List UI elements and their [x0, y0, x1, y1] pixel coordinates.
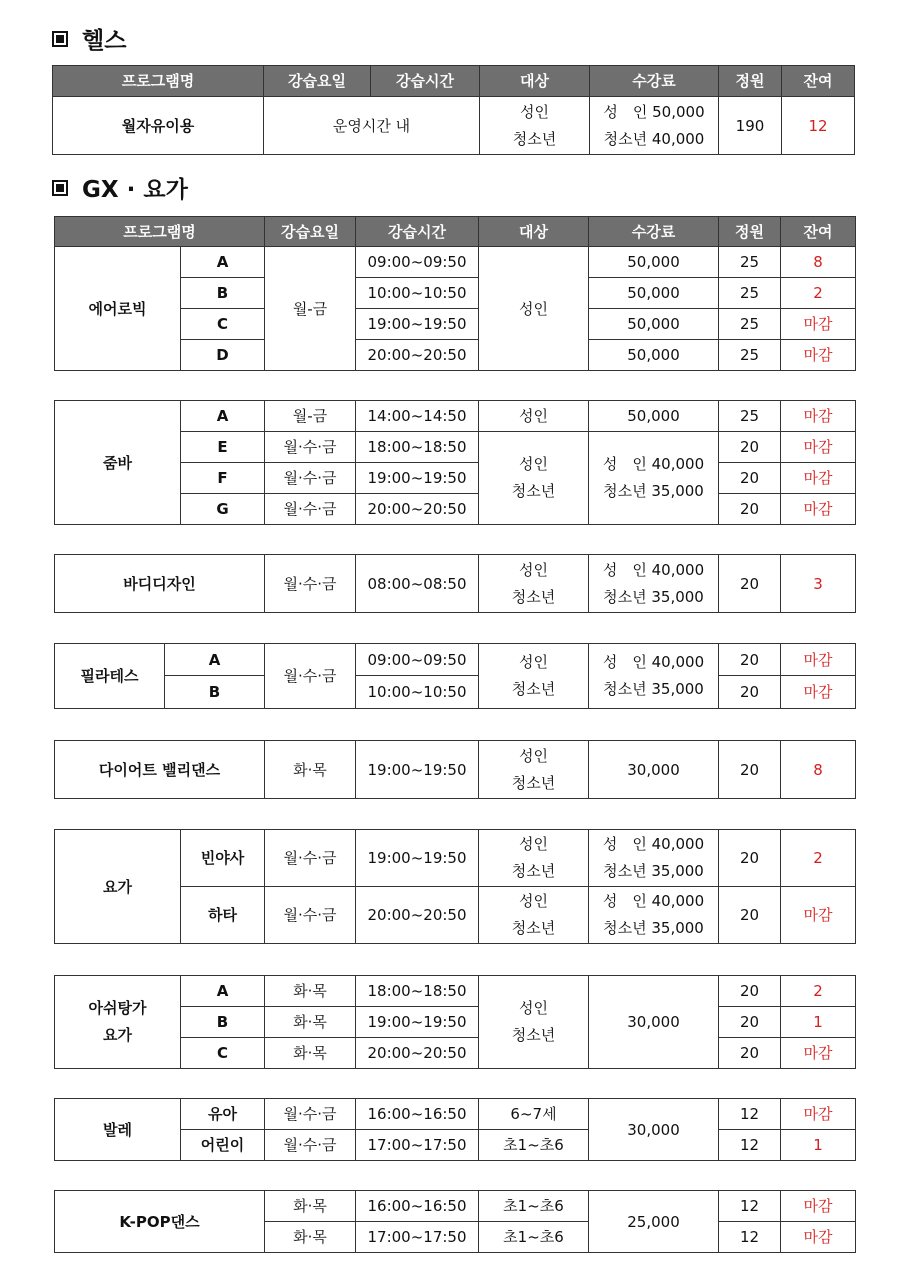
remaining: 마감	[781, 309, 856, 340]
class-time: 18:00~18:50	[356, 432, 479, 463]
class-time: 19:00~19:50	[356, 1007, 479, 1038]
header-capacity: 정원	[719, 217, 781, 247]
section-title-gx	[52, 171, 188, 204]
fee-cell	[589, 644, 719, 709]
fee-line: 성 인 40,000	[602, 835, 705, 853]
class-code: C	[181, 1038, 265, 1069]
capacity: 20	[719, 741, 781, 799]
target-line: 청소년	[511, 862, 556, 880]
capacity: 12	[719, 1130, 781, 1161]
class-time: 19:00~19:50	[356, 741, 479, 799]
fee-cell: 50,000	[589, 278, 719, 309]
class-code: B	[165, 676, 265, 709]
remaining: 마감	[781, 1099, 856, 1130]
class-day: 화·목	[265, 1007, 356, 1038]
class-time: 10:00~10:50	[356, 278, 479, 309]
class-day: 월·수·금	[265, 887, 356, 944]
class-day: 월·수·금	[265, 494, 356, 525]
class-day: 월-금	[265, 247, 356, 371]
capacity: 12	[719, 1222, 781, 1253]
class-day: 월·수·금	[265, 555, 356, 613]
pilates-table	[54, 643, 856, 709]
program-name-line: 아쉬탕가	[88, 999, 147, 1017]
class-code: D	[181, 340, 265, 371]
capacity: 12	[719, 1099, 781, 1130]
target-line: 성인	[519, 560, 548, 579]
class-code: C	[181, 309, 265, 340]
class-time: 20:00~20:50	[356, 494, 479, 525]
target-cell: 성인	[479, 247, 589, 371]
capacity: 20	[719, 432, 781, 463]
header-day: 강습요일	[264, 66, 371, 97]
class-code: G	[181, 494, 265, 525]
table-row	[55, 401, 856, 432]
table-row	[55, 644, 856, 676]
remaining: 마감	[781, 463, 856, 494]
target-line: 청소년	[511, 680, 556, 698]
class-time: 운영시간 내	[264, 97, 480, 155]
class-code: A	[181, 976, 265, 1007]
table-row	[55, 247, 856, 278]
fee-cell	[590, 97, 719, 155]
ashtanga-table	[54, 975, 856, 1069]
capacity: 25	[719, 340, 781, 371]
program-name: 필라테스	[55, 644, 165, 709]
capacity: 20	[719, 494, 781, 525]
capacity: 20	[719, 830, 781, 887]
section-title-text: 헬스	[82, 28, 127, 54]
capacity: 20	[719, 463, 781, 494]
class-day: 월·수·금	[265, 1130, 356, 1161]
header-target: 대상	[480, 66, 590, 97]
class-code: E	[181, 432, 265, 463]
remaining: 마감	[781, 676, 856, 709]
class-time: 10:00~10:50	[356, 676, 479, 709]
remaining: 마감	[781, 1038, 856, 1069]
header-day: 강습요일	[265, 217, 356, 247]
class-day: 화·목	[265, 1191, 356, 1222]
program-name: K-POP댄스	[55, 1191, 265, 1253]
class-time: 20:00~20:50	[356, 1038, 479, 1069]
class-day: 월·수·금	[265, 830, 356, 887]
capacity: 25	[719, 247, 781, 278]
table-header-row	[53, 66, 855, 97]
class-code: 빈야사	[181, 830, 265, 887]
aerobic-table	[54, 216, 856, 371]
fee-line: 청소년 35,000	[603, 680, 704, 698]
fee-cell	[589, 887, 719, 944]
target-line: 청소년	[511, 482, 556, 500]
yoga-table	[54, 829, 856, 944]
program-name: 다이어트 밸리댄스	[55, 741, 265, 799]
header-program: 프로그램명	[53, 66, 264, 97]
remaining: 2	[781, 976, 856, 1007]
target-line: 청소년	[512, 129, 557, 148]
class-day: 화·목	[265, 741, 356, 799]
target-cell	[479, 741, 589, 799]
remaining: 2	[781, 830, 856, 887]
target-cell: 6~7세	[479, 1099, 589, 1130]
remaining: 12	[782, 97, 855, 155]
target-cell: 성인	[479, 401, 589, 432]
remaining: 마감	[781, 494, 856, 525]
square-bullet-icon	[52, 180, 68, 196]
header-capacity: 정원	[719, 66, 782, 97]
header-remaining: 잔여	[781, 217, 856, 247]
target-line: 성인	[519, 746, 548, 765]
class-time: 20:00~20:50	[356, 340, 479, 371]
capacity: 20	[719, 1038, 781, 1069]
capacity: 20	[719, 887, 781, 944]
class-code: 유아	[181, 1099, 265, 1130]
remaining: 마감	[781, 401, 856, 432]
target-cell	[479, 555, 589, 613]
capacity: 20	[719, 555, 781, 613]
capacity: 20	[719, 1007, 781, 1038]
capacity: 20	[719, 644, 781, 676]
class-code: B	[181, 1007, 265, 1038]
remaining: 8	[781, 247, 856, 278]
table-row	[55, 1099, 856, 1130]
header-program: 프로그램명	[55, 217, 265, 247]
class-code: 하타	[181, 887, 265, 944]
program-name	[55, 976, 181, 1069]
fee-line: 청소년 35,000	[603, 482, 704, 500]
capacity: 12	[719, 1191, 781, 1222]
fee-line: 성 인 50,000	[603, 102, 705, 121]
header-fee: 수강료	[590, 66, 719, 97]
fee-line: 청소년 40,000	[603, 129, 705, 148]
program-name: 줌바	[55, 401, 181, 525]
target-line: 청소년	[511, 1026, 556, 1044]
class-time: 17:00~17:50	[356, 1222, 479, 1253]
header-target: 대상	[479, 217, 589, 247]
fee-cell: 30,000	[589, 976, 719, 1069]
remaining: 마감	[781, 340, 856, 371]
table-row	[53, 97, 855, 155]
target-line: 청소년	[511, 919, 556, 937]
remaining: 마감	[781, 644, 856, 676]
health-table	[52, 65, 855, 155]
program-name: 바디디자인	[55, 555, 265, 613]
ballet-table	[54, 1098, 856, 1161]
program-name: 에어로빅	[55, 247, 181, 371]
fee-cell: 30,000	[589, 741, 719, 799]
target-cell	[479, 432, 589, 525]
class-time: 19:00~19:50	[356, 830, 479, 887]
table-row	[55, 1191, 856, 1222]
fee-cell: 50,000	[589, 401, 719, 432]
class-day: 월·수·금	[265, 463, 356, 494]
class-code: 어린이	[181, 1130, 265, 1161]
header-time: 강습시간	[356, 217, 479, 247]
class-time: 18:00~18:50	[356, 976, 479, 1007]
program-name-line: 요가	[103, 1026, 132, 1044]
fee-cell: 25,000	[589, 1191, 719, 1253]
remaining: 8	[781, 741, 856, 799]
target-cell	[479, 976, 589, 1069]
class-time: 16:00~16:50	[356, 1191, 479, 1222]
capacity: 25	[719, 401, 781, 432]
remaining: 마감	[781, 1222, 856, 1253]
header-time: 강습시간	[371, 66, 480, 97]
class-time: 16:00~16:50	[356, 1099, 479, 1130]
target-line: 청소년	[511, 587, 556, 606]
table-row	[55, 830, 856, 887]
fee-cell: 50,000	[589, 309, 719, 340]
class-time: 09:00~09:50	[356, 247, 479, 278]
target-line: 성인	[519, 892, 548, 910]
class-code: A	[181, 401, 265, 432]
capacity: 25	[719, 278, 781, 309]
class-day: 월·수·금	[265, 644, 356, 709]
capacity: 20	[719, 676, 781, 709]
capacity: 20	[719, 976, 781, 1007]
target-line: 성인	[519, 455, 548, 473]
fee-cell: 50,000	[589, 340, 719, 371]
remaining: 마감	[781, 887, 856, 944]
class-time: 19:00~19:50	[356, 309, 479, 340]
target-cell	[480, 97, 590, 155]
target-line: 성인	[519, 999, 548, 1017]
remaining: 3	[781, 555, 856, 613]
table-row	[55, 741, 856, 799]
fee-line: 청소년 35,000	[603, 587, 704, 606]
header-fee: 수강료	[589, 217, 719, 247]
zumba-table	[54, 400, 856, 525]
remaining: 2	[781, 278, 856, 309]
table-row	[55, 976, 856, 1007]
table-header-row	[55, 217, 856, 247]
class-time: 17:00~17:50	[356, 1130, 479, 1161]
fee-line: 성 인 40,000	[602, 653, 705, 671]
target-cell	[479, 887, 589, 944]
fee-cell: 50,000	[589, 247, 719, 278]
target-cell	[479, 830, 589, 887]
class-day: 화·목	[265, 976, 356, 1007]
remaining: 1	[781, 1130, 856, 1161]
table-row	[55, 676, 856, 709]
header-remaining: 잔여	[782, 66, 855, 97]
class-time: 20:00~20:50	[356, 887, 479, 944]
section-title-health	[52, 22, 126, 55]
target-line: 성인	[519, 835, 548, 853]
target-cell	[479, 644, 589, 709]
fee-line: 성 인 40,000	[602, 892, 705, 910]
capacity: 190	[719, 97, 782, 155]
fee-cell	[589, 432, 719, 525]
remaining: 1	[781, 1007, 856, 1038]
class-day: 화·목	[265, 1222, 356, 1253]
program-name: 발레	[55, 1099, 181, 1161]
belly-dance-table	[54, 740, 856, 799]
program-name: 월자유이용	[53, 97, 264, 155]
target-cell: 초1~초6	[479, 1191, 589, 1222]
program-name: 요가	[55, 830, 181, 944]
table-row	[55, 555, 856, 613]
target-line: 성인	[520, 102, 549, 121]
remaining: 마감	[781, 432, 856, 463]
remaining: 마감	[781, 1191, 856, 1222]
fee-line: 청소년 35,000	[603, 919, 704, 937]
class-time: 14:00~14:50	[356, 401, 479, 432]
target-line: 성인	[519, 653, 548, 671]
class-day: 월-금	[265, 401, 356, 432]
class-time: 08:00~08:50	[356, 555, 479, 613]
class-code: B	[181, 278, 265, 309]
class-day: 월·수·금	[265, 1099, 356, 1130]
fee-cell	[589, 555, 719, 613]
class-time: 09:00~09:50	[356, 644, 479, 676]
target-cell: 초1~초6	[479, 1222, 589, 1253]
section-title-text: GX · 요가	[82, 177, 188, 203]
fee-cell	[589, 830, 719, 887]
target-line: 청소년	[511, 773, 556, 792]
class-code: F	[181, 463, 265, 494]
class-code: A	[165, 644, 265, 676]
class-day: 화·목	[265, 1038, 356, 1069]
fee-line: 청소년 35,000	[603, 862, 704, 880]
class-time: 19:00~19:50	[356, 463, 479, 494]
capacity: 25	[719, 309, 781, 340]
fee-cell: 30,000	[589, 1099, 719, 1161]
fee-line: 성 인 40,000	[602, 455, 705, 473]
kpop-table	[54, 1190, 856, 1253]
target-cell: 초1~초6	[479, 1130, 589, 1161]
class-code: A	[181, 247, 265, 278]
fee-line: 성 인 40,000	[602, 560, 705, 579]
body-design-table	[54, 554, 856, 613]
class-day: 월·수·금	[265, 432, 356, 463]
square-bullet-icon	[52, 31, 68, 47]
